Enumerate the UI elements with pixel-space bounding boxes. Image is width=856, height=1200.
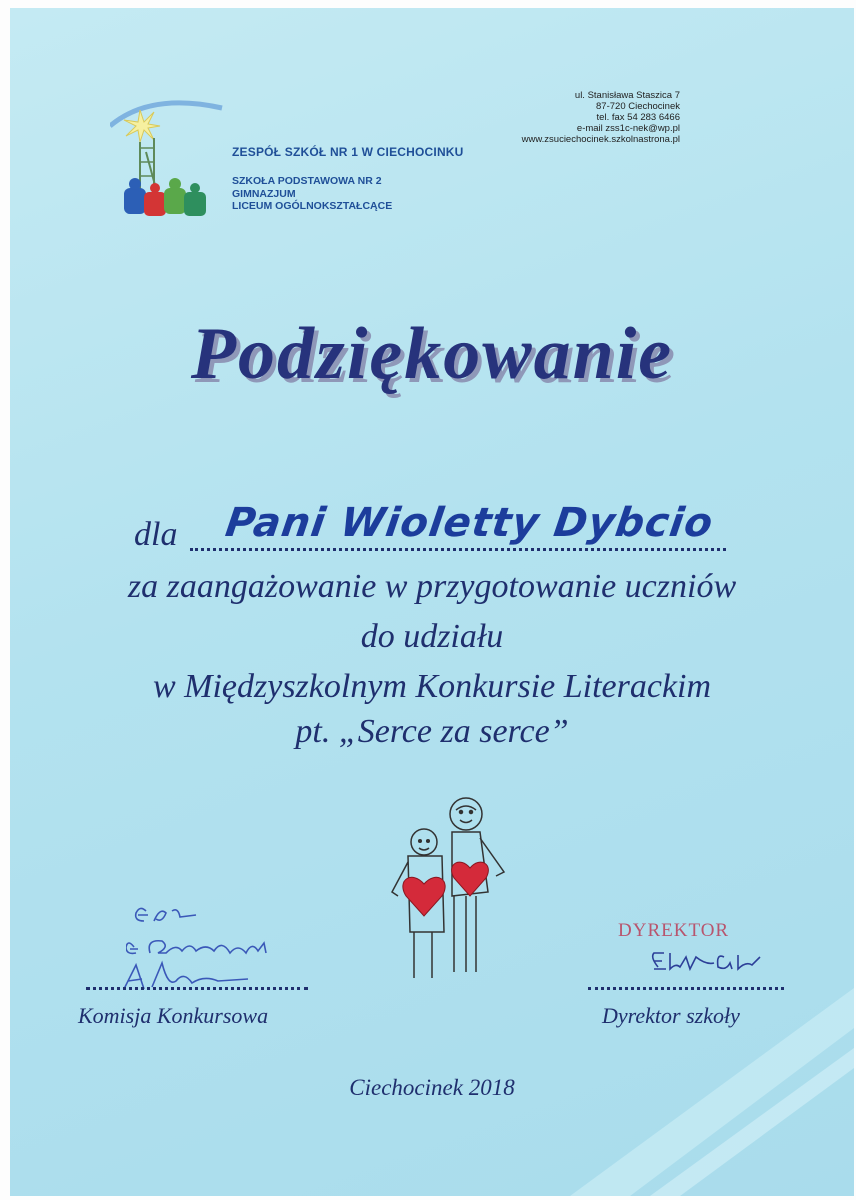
address-line: 87-720 Ciechocinek — [596, 101, 680, 112]
committee-signatures — [78, 903, 318, 1033]
handwritten-signature — [118, 957, 278, 997]
handwritten-signature — [614, 943, 774, 983]
email-line: e-mail zss1c-nek@wp.pl — [576, 123, 680, 134]
committee-caption: Komisja Konkursowa — [78, 1003, 269, 1028]
recipient-row — [120, 500, 760, 560]
recipient-prefix: dla — [134, 516, 178, 553]
recipient-name: Pani Wioletty Dybcio — [222, 500, 717, 546]
committee-dotted-line — [86, 987, 308, 990]
body-line: w Międzyszkolnym Konkursie Literackim — [152, 668, 712, 705]
contest-title-line: pt. „Serce za serce” — [295, 713, 569, 750]
director-dotted-line — [588, 987, 784, 990]
sub-school-list — [232, 175, 464, 213]
director-stamp: DYREKTOR — [618, 920, 730, 941]
school-address — [522, 90, 680, 145]
sub-school: LICEUM OGÓLNOKSZTAŁCĄCE — [232, 200, 393, 212]
child-drawing — [384, 792, 524, 992]
sub-school: SZKOŁA PODSTAWOWA NR 2 — [232, 175, 382, 187]
body-line: do udziału — [360, 618, 504, 655]
school-header — [232, 145, 464, 213]
director-signature-block — [584, 913, 804, 1033]
sub-school: GIMNAZJUM — [232, 187, 296, 200]
certificate-sheet — [10, 8, 854, 1196]
place-date: Ciechocinek 2018 — [349, 1075, 515, 1100]
certificate-title: Podziękowanie — [190, 313, 674, 395]
director-caption: Dyrektor szkoły — [602, 1003, 740, 1028]
phone-line: tel. fax 54 283 6466 — [596, 112, 680, 123]
website-line: www.zsuciechocinek.szkolnastrona.pl — [521, 134, 680, 145]
recipient-dotted-line — [190, 548, 726, 551]
body-line: za zaangażowanie w przygotowanie uczniów — [127, 568, 737, 605]
school-logo — [110, 92, 230, 226]
address-line: ul. Stanisława Staszica 7 — [574, 90, 680, 101]
school-name: ZESPÓŁ SZKÓŁ NR 1 W CIECHOCINKU — [232, 145, 464, 159]
